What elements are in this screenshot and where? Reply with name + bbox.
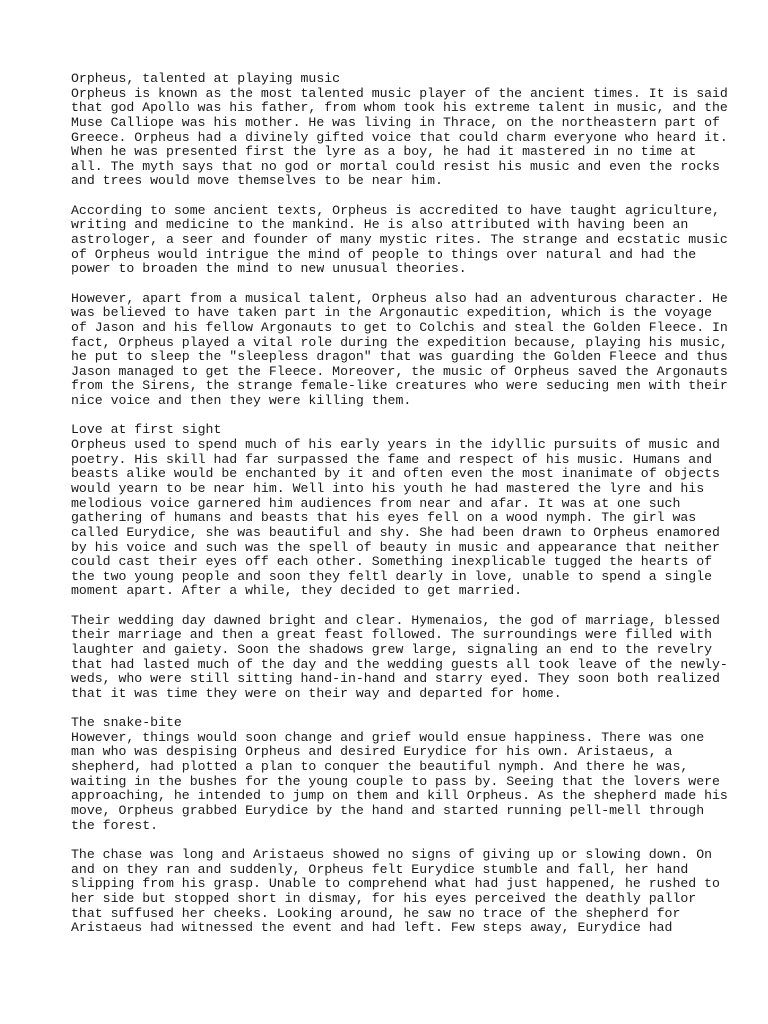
text-line: moment apart. After a while, they decided to get married. [71, 583, 523, 599]
text-line: of Jason and his fellow Argonauts to get to Colchis and steal the Golden Fleece. In [71, 319, 728, 335]
text-line: nice voice and then they were killing them. [71, 393, 412, 409]
paragraph [71, 715, 728, 833]
text-line: Orpheus used to spend much of his early years in the idyllic pursuits of music and [71, 437, 720, 453]
text-line: he put to sleep the "sleepless dragon" that was guarding the Golden Fleece and thus [71, 349, 728, 365]
document-page [71, 71, 728, 936]
text-line: Jason managed to get the Fleece. Moreover, the music of Orpheus saved the Argonauts [71, 363, 728, 379]
text-line: Their wedding day dawned bright and clear. Hymenaios, the god of marriage, blessed [71, 612, 720, 628]
text-line: that god Apollo was his father, from whom took his extreme talent in music, and the [71, 100, 728, 116]
paragraph [71, 290, 728, 409]
text-line: weds, who were still sitting hand-in-hand and starry eyed. They soon both realized [71, 671, 720, 687]
paragraph [71, 612, 728, 702]
text-line: According to some ancient texts, Orpheus is accredited to have taught agriculture, [71, 202, 720, 218]
paragraph [71, 846, 720, 936]
text-line: the forest. [71, 817, 159, 833]
text-line: Aristaeus had witnessed the event and had left. Few steps away, Eurydice had [71, 920, 673, 936]
text-line: man who was despising Orpheus and desired Eurydice for his own. Aristaeus, a [71, 744, 673, 760]
paragraph-gap [71, 409, 711, 424]
paragraph [71, 202, 728, 277]
text-line: that suffused her cheeks. Looking around, he saw no trace of the shepherd for [71, 905, 681, 921]
paragraph [71, 71, 728, 189]
text-line: The chase was long and Aristaeus showed no signs of giving up or slowing down. On [71, 846, 713, 862]
text-line: the two young people and soon they feltl dearly in love, unable to spend a single [71, 568, 713, 584]
text-line: of Orpheus would intrigue the mind of people to things over natural and had the [71, 246, 697, 262]
paragraph-gap [71, 599, 711, 614]
text-line: fact, Orpheus played a vital role during the expedition because, playing his music, [71, 334, 728, 350]
text-line: from the Sirens, the strange female-like creatures who were seducing men with their [71, 378, 728, 394]
text-line: gathering of humans and beasts that his eyes fell on a wood nymph. The girl was [71, 510, 697, 526]
text-line: Muse Calliope was his mother. He was living in Thrace, on the northeastern part of [71, 114, 720, 130]
text-line: Orpheus, talented at playing music [71, 71, 341, 86]
text-line: However, apart from a musical talent, Orpheus also had an adventurous character. He [71, 290, 728, 306]
paragraph [71, 422, 720, 599]
paragraph-gap [71, 833, 711, 848]
text-line: slipping from his grasp. Unable to comprehend what had just happened, he rushed to [71, 876, 720, 892]
text-line: astrologer, a seer and founder of many mystic rites. The strange and ecstatic music [71, 232, 728, 248]
text-line: her side but stopped short in dismay, for his eyes perceived the deathly pallor [71, 890, 697, 906]
paragraph-gap [71, 702, 711, 717]
text-line: and on they ran and suddenly, Orpheus felt Eurydice stumble and fall, her hand [71, 861, 689, 877]
text-line: could cast their eyes off each other. Something inexplicable tugged the hearts of [71, 554, 713, 570]
text-line: laughter and gaiety. Soon the shadows grew large, signaling an end to the revelry [71, 641, 713, 657]
text-line: by his voice and such was the spell of beauty in music and appearance that neither [71, 539, 720, 555]
text-line: Love at first sight [71, 422, 222, 438]
paragraph-gap [71, 189, 711, 204]
text-line: their marriage and then a great feast followed. The surroundings were filled with [71, 627, 713, 643]
text-line: However, things would soon change and grief would ensue happiness. There was one [71, 729, 705, 745]
text-line: poetry. His skill had far surpassed the fame and respect of his music. Humans and [71, 451, 713, 467]
text-line: that had lasted much of the day and the wedding guests all took leave of the newly- [71, 656, 728, 672]
text-line: Greece. Orpheus had a divinely gifted voice that could charm everyone who heard it. [71, 129, 728, 145]
text-line: and trees would move themselves to be near him. [71, 173, 443, 189]
text-line: would yearn to be near him. Well into his youth he had mastered the lyre and his [71, 480, 705, 496]
text-line: called Eurydice, she was beautiful and shy. She had been drawn to Orpheus enamored [71, 524, 720, 540]
text-line: melodious voice garnered him audiences from near and afar. It was at one such [71, 495, 681, 511]
text-line: that it was time they were on their way and departed for home. [71, 685, 562, 701]
text-line: Orpheus is known as the most talented music player of the ancient times. It is said [71, 85, 728, 101]
text-line: shepherd, had plotted a plan to conquer the beautiful nymph. And there he was, [71, 759, 689, 775]
text-line: move, Orpheus grabbed Eurydice by the hand and started running pell-mell through [71, 803, 705, 819]
text-line: beasts alike would be enchanted by it and often even the most inanimate of objects [71, 466, 720, 482]
text-line: approaching, he intended to jump on them and kill Orpheus. As the shepherd made his [71, 788, 728, 804]
text-line: When he was presented first the lyre as a boy, he had it mastered in no time at [71, 144, 697, 160]
text-line: all. The myth says that no god or mortal could resist his music and even the rocks [71, 158, 720, 174]
text-line: power to broaden the mind to new unusual theories. [71, 261, 467, 277]
text-line: waiting in the bushes for the young couple to pass by. Seeing that the lovers were [71, 773, 720, 789]
text-line: writing and medicine to the mankind. He is also attributed with having been an [71, 217, 689, 233]
text-line: was believed to have taken part in the Argonautic expedition, which is the voyage [71, 305, 713, 321]
paragraph-gap [71, 277, 711, 292]
text-line: The snake-bite [71, 715, 182, 731]
